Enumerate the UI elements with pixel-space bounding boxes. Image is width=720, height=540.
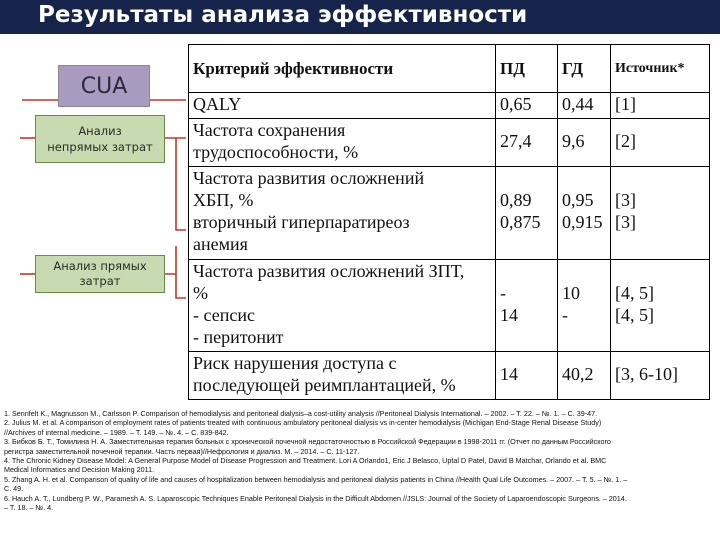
table-header-row [189, 45, 710, 93]
row-gd [558, 93, 611, 119]
row-criterion [189, 351, 496, 399]
effectiveness-table [188, 44, 710, 400]
gd-value: 40,2 [562, 363, 594, 384]
source-value: [2] [615, 131, 636, 152]
header-criterion: Критерий эффективности [189, 45, 496, 93]
criterion-line: трудоспособности, % [193, 142, 359, 163]
row-gd [558, 259, 611, 351]
gd-value: 10 [562, 282, 580, 303]
gd-value: 0,44 [562, 94, 594, 115]
table-row [189, 167, 710, 259]
effectiveness-table-wrap [188, 44, 710, 400]
criterion-line: - перитонит [193, 326, 284, 347]
row-pd [496, 167, 558, 259]
slide-title: Результаты анализа эффективности [38, 2, 528, 28]
pd-value: 27,4 [500, 131, 532, 152]
reference-line: С. 49. [4, 484, 24, 494]
criterion-line: Частота сохранения [193, 120, 346, 141]
indirect-label-line1: Анализ [78, 124, 122, 138]
direct-label-line1: Анализ прямых [53, 259, 147, 273]
row-criterion [189, 93, 496, 119]
criterion-line: вторичный гиперпаратиреоз [193, 212, 410, 233]
criterion-line: % [193, 282, 208, 303]
row-source [611, 93, 710, 119]
pd-value: 14 [500, 304, 518, 325]
pd-value: 0,875 [500, 212, 541, 233]
source-value: [3, 6-10] [615, 363, 678, 384]
reference-line: 1. Sennfelt K., Magnusson M., Carlsson P. Comparison of hemodialysis and peritoneal dialysis–a cost-utility analysis //Peritoneal Dialysis International. – 2002. – T. 22. – №. 1. – С. 39-47. [4, 409, 598, 418]
criterion-line: Частота развития осложнений ЗПТ, [193, 260, 465, 281]
gd-value: 0,915 [562, 212, 603, 233]
row-source [611, 167, 710, 259]
gd-value: 9,6 [562, 131, 585, 152]
reference-line: //Archives of internal medicine. – 1989. – Т. 149. – №. 4. – С. 839-842. [4, 427, 229, 437]
direct-bracket [165, 246, 186, 298]
row-pd [496, 351, 558, 399]
reference-line: 2. Julius M. et al. A comparison of employment rates of patients treated with continuous ambulatory peritoneal dialysis vs in-center hemodialysis (Michigan End-Stage Renal Disease Study) [4, 418, 602, 428]
row-criterion [189, 119, 496, 167]
pd-value: 0,65 [500, 94, 532, 115]
pd-value: 0,89 [500, 190, 532, 211]
row-criterion [189, 259, 496, 351]
source-value: [3] [615, 212, 636, 233]
row-source [611, 351, 710, 399]
direct-label-line2: затрат [79, 274, 121, 288]
criterion-line: последующей реимплантацией, % [193, 374, 456, 395]
gd-value: 0,95 [562, 190, 594, 211]
criterion-line: - сепсис [193, 304, 255, 325]
row-source [611, 119, 710, 167]
reference-line: 6. Hauch A. T., Lundberg P. W., Paramesh A. S. Laparoscopic Techniques Enable Peritoneal Dialysis in the Difficult Abdomen //JSLS: Journal of the Society of Laparoendoscopic Surgeons. – 2014. [4, 493, 627, 503]
header-source: Источник* [611, 45, 710, 93]
reference-line: – T. 18. – №. 4. [4, 503, 54, 513]
criterion-line: анемия [193, 234, 248, 255]
criterion-line: Частота развития осложнений [193, 168, 425, 189]
reference-line: 3. Бибков Б. Т., Томилина Н. А. Заместительная терапия больных с хронической почечной недостаточностью в Российской Федерации в 1998-2011 гг. (Отчет по данным Российского [4, 437, 611, 447]
pd-value: 14 [500, 363, 518, 384]
source-value: [4, 5] [615, 304, 654, 325]
cua-label: CUA [80, 73, 128, 99]
reference-line: регистра заместительной почечной терапии. Часть первая)//Нефрология и диализ. М. – 2014. – С. 11-127. [4, 446, 360, 456]
row-gd [558, 351, 611, 399]
references-list [4, 409, 716, 512]
criterion-line: Риск нарушения доступа с [193, 352, 397, 373]
header-gd: ГД [558, 45, 611, 93]
criterion-line: QALY [193, 94, 242, 115]
indirect-label-line2: непрямых затрат [47, 140, 153, 154]
table-row [189, 351, 710, 399]
table-row [189, 259, 710, 351]
header-pd: ПД [496, 45, 558, 93]
indirect-bracket [176, 138, 186, 230]
row-source [611, 259, 710, 351]
reference-line: 5. Zhang A. H. et al. Comparison of quality of life and causes of hospitalization between hemodialysis and peritoneal dialysis patients in China //Health Qual Life Outcomes. – 2007. – T. 5. – №. 1. – [4, 474, 628, 484]
reference-line: 4. The Chronic Kidney Disease Model: A General Purpose Model of Disease Progression and Treatment. Lori A Orlando1, Eric J Belasco, Uptal D Patel, David B Matchar, Orlando et al. BMC [4, 456, 607, 466]
direct-costs-box [35, 255, 165, 293]
source-value: [1] [615, 94, 636, 115]
row-gd [558, 119, 611, 167]
indirect-costs-box [35, 115, 165, 163]
row-gd [558, 167, 611, 259]
row-pd [496, 259, 558, 351]
criterion-line: ХБП, % [193, 190, 254, 211]
pd-value: - [500, 282, 506, 303]
cua-box [58, 65, 150, 107]
gd-value: - [562, 304, 568, 325]
row-pd [496, 93, 558, 119]
table-row [189, 119, 710, 167]
row-pd [496, 119, 558, 167]
row-criterion [189, 167, 496, 259]
source-value: [4, 5] [615, 282, 654, 303]
reference-line: Medical Informatics and Decision Making 2011. [4, 465, 155, 475]
table-row [189, 93, 710, 119]
source-value: [3] [615, 190, 636, 211]
